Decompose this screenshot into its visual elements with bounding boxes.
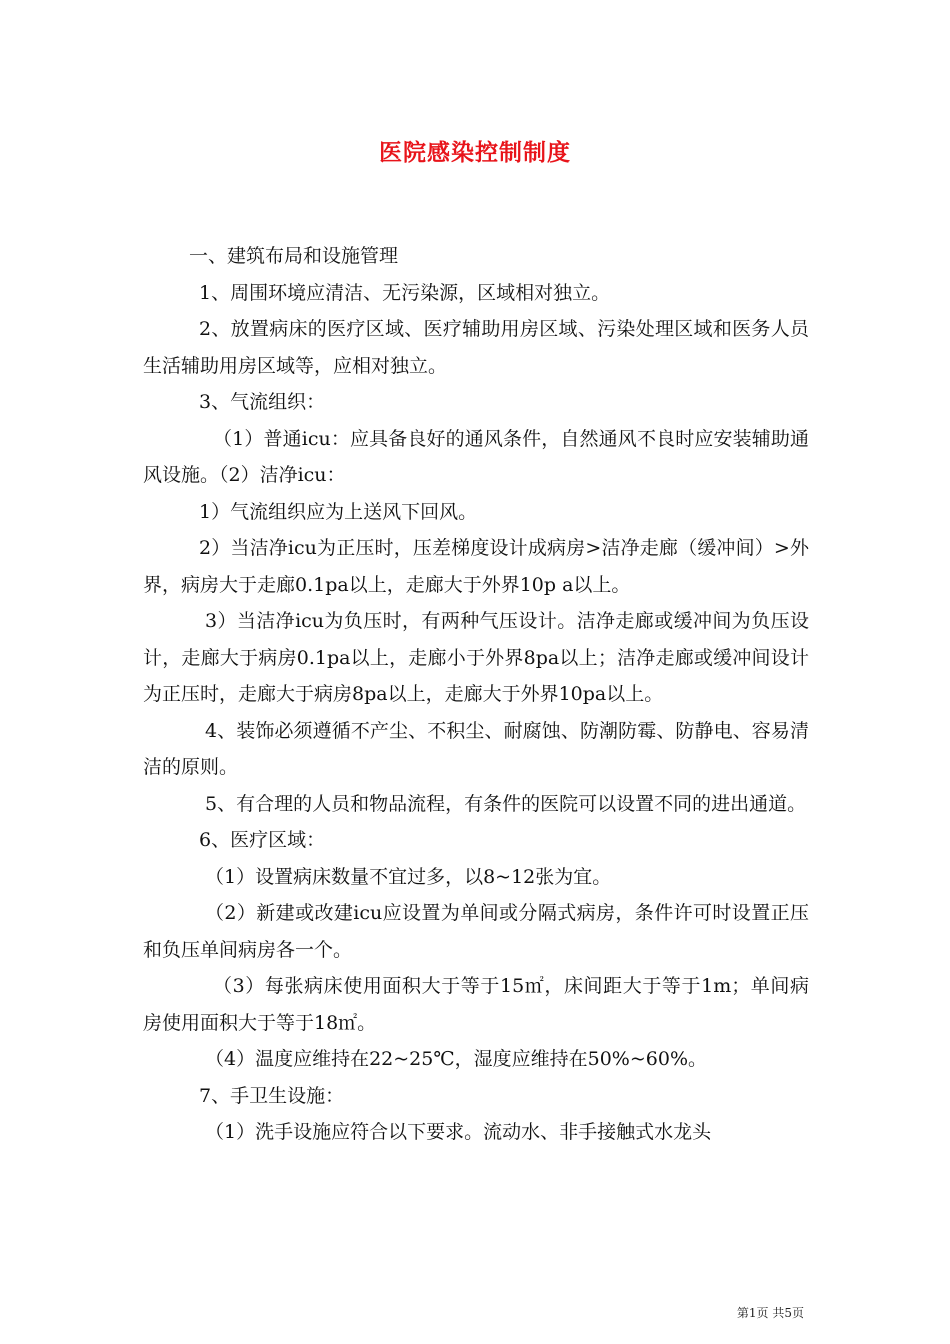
section-heading: 一、建筑布局和设施管理 bbox=[189, 245, 399, 267]
paragraph: （1）普通icu：应具备良好的通风条件，自然通风不良时应安装辅助通风设施。（2）洁净icu： bbox=[143, 427, 809, 486]
paragraph: （2）新建或改建icu应设置为单间或分隔式病房，条件许可时设置正压和负压单间病房各一个。 bbox=[143, 902, 809, 961]
paragraph: 6、医疗区域： bbox=[199, 829, 326, 851]
paragraph: 1）气流组织应为上送风下回风。 bbox=[199, 500, 478, 523]
paragraph: 3）当洁净icu为负压时，有两种气压设计。洁净走廊或缓冲间为负压设计，走廊大于病房0.1pa以上，走廊小于外界8pa以上；洁净走廊或缓冲间设计为正压时，走廊大于病房8pa以上，走廊大于外界10pa以上。 bbox=[143, 610, 809, 705]
document-title: 医院感染控制制度 bbox=[379, 139, 571, 166]
paragraph: 1、周围环境应清洁、无污染源，区域相对独立。 bbox=[199, 281, 611, 304]
document-body bbox=[143, 238, 809, 1151]
paragraph: （3）每张病床使用面积大于等于15㎡，床间距大于等于1m；单间病房使用面积大于等于18㎡。 bbox=[143, 975, 809, 1034]
paragraph: 2、放置病床的医疗区域、医疗辅助用房区域、污染处理区域和医务人员生活辅助用房区域等，应相对独立。 bbox=[143, 318, 809, 377]
paragraph: 3、气流组织： bbox=[199, 391, 326, 413]
paragraph: （1）洗手设施应符合以下要求。流动水、非手接触式水龙头 bbox=[205, 1121, 712, 1143]
paragraph: （4）温度应维持在22~25℃，湿度应维持在50%~60%。 bbox=[205, 1048, 707, 1070]
paragraph: 7、手卫生设施： bbox=[199, 1084, 345, 1107]
paragraph: 2）当洁净icu为正压时，压差梯度设计成病房>洁净走廊（缓冲间）>外界，病房大于走廊0.1pa以上，走廊大于外界10p a以上。 bbox=[143, 537, 809, 596]
paragraph: 4、装饰必须遵循不产尘、不积尘、耐腐蚀、防潮防霉、防静电、容易清洁的原则。 bbox=[143, 719, 809, 778]
paragraph: 5、有合理的人员和物品流程，有条件的医院可以设置不同的进出通道。 bbox=[205, 792, 807, 815]
paragraph: （1）设置病床数量不宜过多，以8~12张为宜。 bbox=[205, 865, 612, 888]
page-footer: 第1页 共5页 bbox=[736, 1306, 804, 1320]
